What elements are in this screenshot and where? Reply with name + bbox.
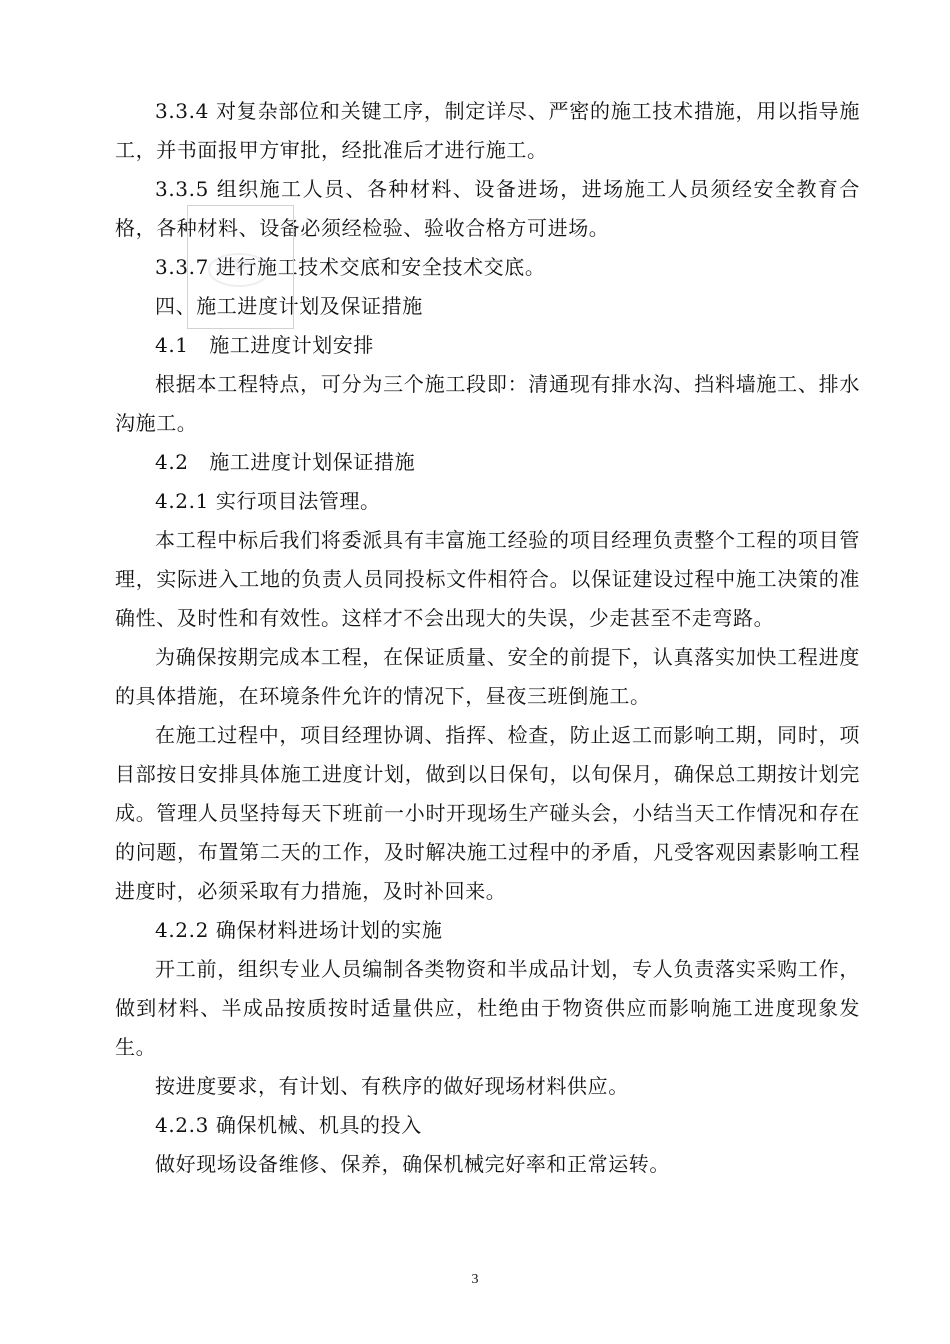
paragraph-process-control: 在施工过程中，项目经理协调、指挥、检查，防止返工而影响工期，同时，项目部按日安排具体施工进度计划，做到以日保旬，以旬保月，确保总工期按计划完成。管理人员坚持每天下班前一小时开现场生产碰头会，小结当天工作情况和存在的问题，布置第二天的工作，及时解决施工过程中的矛盾，凡受客观因素影响工程进度时，必须采取有力措施，及时补回来。 [115, 723, 860, 903]
heading-4-2: 4.2 施工进度计划保证措施 [155, 450, 416, 474]
paragraph-project-management: 本工程中标后我们将委派具有丰富施工经验的项目经理负责整个工程的项目管理，实际进入工地的负责人员同投标文件相符合。以保证建设过程中施工决策的准确性、及时性和有效性。这样才不会出现大的失误，少走甚至不走弯路。 [115, 528, 860, 630]
paragraph-3-3-5: 3.3.5 组织施工人员、各种材料、设备进场，进场施工人员须经安全教育合格，各种材料、设备必须经检验、验收合格方可进场。 [115, 177, 860, 240]
page-number: 3 [471, 1272, 479, 1287]
heading-4-2-1: 4.2.1 实行项目法管理。 [155, 489, 381, 513]
heading-4-2-2: 4.2.2 确保材料进场计划的实施 [155, 918, 443, 942]
watermark-frame [187, 205, 294, 329]
paragraph-3-3-4: 3.3.4 对复杂部位和关键工序，制定详尽、严密的施工技术措施，用以指导施工，并书面报甲方审批，经批准后才进行施工。 [115, 99, 860, 162]
section-heading-4: 四、施工进度计划及保证措施 [155, 294, 423, 318]
heading-4-1: 4.1 施工进度计划安排 [155, 333, 375, 357]
paragraph-material-supply: 按进度要求，有计划、有秩序的做好现场材料供应。 [155, 1074, 629, 1098]
paragraph-3-3-7: 3.3.7 进行施工技术交底和安全技术交底。 [155, 255, 546, 279]
paragraph-material-plan: 开工前，组织专业人员编制各类物资和半成品计划，专人负责落实采购工作，做到材料、半成品按质按时适量供应，杜绝由于物资供应而影响施工进度现象发生。 [115, 957, 860, 1059]
paragraph-machinery: 做好现场设备维修、保养，确保机械完好率和正常运转。 [155, 1152, 670, 1176]
paragraph-construction-stages: 根据本工程特点，可分为三个施工段即：清通现有排水沟、挡料墙施工、排水沟施工。 [115, 372, 860, 435]
logo-watermark-icon [202, 244, 276, 292]
paragraph-schedule-assurance: 为确保按期完成本工程，在保证质量、安全的前提下，认真落实加快工程进度的具体措施，在环境条件允许的情况下，昼夜三班倒施工。 [115, 645, 860, 708]
heading-4-2-3: 4.2.3 确保机械、机具的投入 [155, 1113, 422, 1137]
